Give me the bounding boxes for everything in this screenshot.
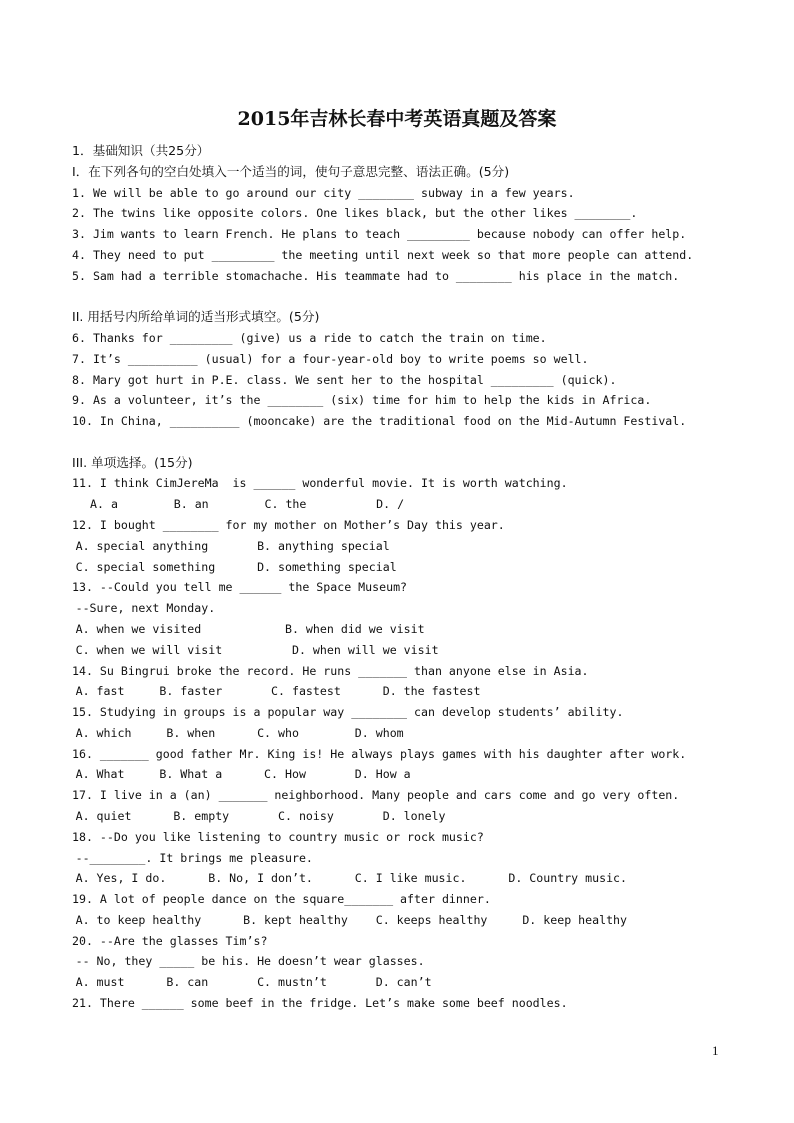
text-line: 9. As a volunteer, it’s the ________ (six) time for him to help the kids in Africa.: [72, 393, 652, 408]
text-line: 19. A lot of people dance on the square_______ after dinner.: [72, 892, 491, 907]
text-line: 5. Sam had a terrible stomachache. His teammate had to ________ his place in the match.: [72, 268, 680, 283]
text-line: A. fast B. faster C. fastest D. the fastest: [75, 684, 481, 699]
text-line: 7. It’s __________ (usual) for a four-year-old boy to write poems so well.: [72, 351, 589, 366]
text-line: C. when we will visit D. when will we visit: [75, 642, 439, 657]
text-line: III. 单项选择。(15分): [72, 454, 193, 470]
text-line: 20. --Are the glasses Tim’s?: [72, 933, 268, 948]
text-line: 3. Jim wants to learn French. He plans to teach _________ because nobody can offer help.: [72, 227, 687, 242]
text-line: 12. I bought ________ for my mother on Mother’s Day this year.: [72, 518, 505, 533]
text-line: A. Yes, I do. B. No, I don’t. C. I like music. D. Country music.: [75, 871, 628, 886]
text-line: C. special something D. something special: [75, 559, 397, 574]
page-number: 1: [712, 1043, 719, 1058]
text-line: 8. Mary got hurt in P.E. class. We sent her to the hospital _________ (quick).: [72, 372, 617, 387]
text-line: 6. Thanks for _________ (give) us a ride to catch the train on time.: [72, 331, 547, 346]
text-line: A. when we visited B. when did we visit: [75, 621, 425, 636]
text-line: A. quiet B. empty C. noisy D. lonely: [75, 808, 446, 823]
text-line: 18. --Do you like listening to country music or rock music?: [72, 829, 484, 844]
text-line: 10. In China, __________ (mooncake) are the traditional food on the Mid-Autumn Festival.: [72, 414, 687, 429]
text-line: --Sure, next Monday.: [75, 601, 216, 616]
text-line: A. special anything B. anything special: [75, 538, 390, 553]
text-line: -- No, they _____ be his. He doesn’t wear glasses.: [75, 954, 425, 969]
text-line: 4. They need to put _________ the meeting until next week so that more people can attend.: [72, 247, 694, 262]
text-line: A. to keep healthy B. kept healthy C. keeps healthy D. keep healthy: [75, 912, 628, 927]
text-line: 21. There ______ some beef in the fridge. Let’s make some beef noodles.: [72, 995, 568, 1010]
text-line: 11. I think CimJereMa is ______ wonderful movie. It is worth watching.: [72, 476, 568, 491]
text-line: 1. We will be able to go around our city ________ subway in a few years.: [72, 185, 575, 200]
text-line: 15. Studying in groups is a popular way ________ can develop students’ ability.: [72, 705, 624, 720]
text-line: A. which B. when C. who D. whom: [75, 725, 404, 740]
text-line: II. 用括号内所给单词的适当形式填空。(5分): [72, 309, 320, 325]
text-line: 16. _______ good father Mr. King is! He always plays games with his daughter after work.: [72, 746, 687, 761]
text-line: A. What B. What a C. How D. How a: [75, 767, 411, 782]
document-title: 2015年吉林长春中考英语真题及答案: [237, 108, 557, 130]
text-line: 13. --Could you tell me ______ the Space Museum?: [72, 580, 408, 595]
text-line: 14. Su Bingrui broke the record. He runs _______ than anyone else in Asia.: [72, 663, 589, 678]
text-line: A. must B. can C. mustn’t D. can’t: [75, 975, 432, 990]
text-line: A. a B. an C. the D. /: [90, 497, 405, 512]
text-line: I．在下列各句的空白处填入一个适当的词，使句子意思完整、语法正确。(5分): [72, 163, 510, 179]
text-line: --________. It brings me pleasure.: [75, 850, 313, 865]
text-line: 2. The twins like opposite colors. One likes black, but the other likes ________.: [72, 206, 638, 221]
text-line: 17. I live in a (an) _______ neighborhood. Many people and cars come and go very often.: [72, 788, 680, 803]
text-line: 1．基础知识（共25分）: [72, 143, 210, 158]
